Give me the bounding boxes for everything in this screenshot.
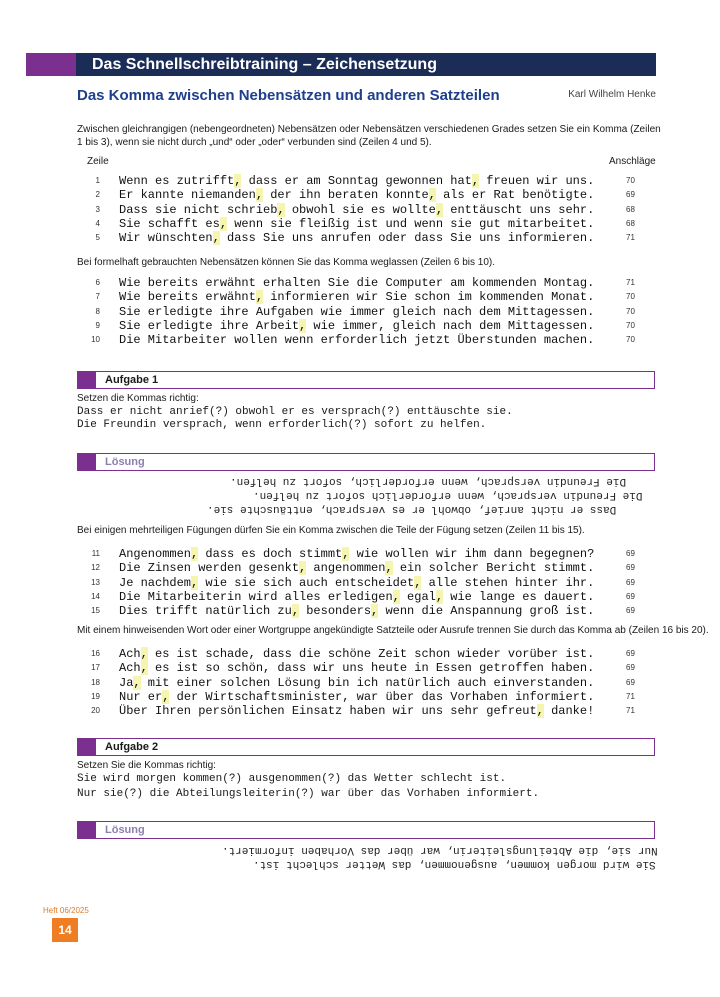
author-name: Karl Wilhelm Henke bbox=[568, 89, 656, 100]
line-number: 10 bbox=[91, 335, 100, 345]
typing-line bbox=[90, 276, 650, 290]
highlighted-comma: , bbox=[255, 290, 264, 305]
line-text: Wie bereits erwähnt erhalten Sie die Computer am kommenden Montag. bbox=[119, 276, 595, 290]
line-number: 14 bbox=[91, 591, 100, 601]
highlighted-comma: , bbox=[140, 647, 148, 661]
typing-line bbox=[90, 661, 650, 675]
stroke-count: 71 bbox=[626, 233, 635, 243]
highlighted-comma: , bbox=[191, 575, 199, 590]
line-text: Ach, es ist schade, dass die schöne Zeit schon wieder vorüber ist. bbox=[119, 647, 595, 661]
line-text: Wenn es zutrifft, dass er am Sonntag gewonnen hat, freuen wir uns. bbox=[119, 174, 595, 188]
line-text: Die Mitarbeiterin wird alles erledigen, egal, wie lange es dauert. bbox=[119, 589, 595, 604]
stroke-count: 69 bbox=[626, 549, 635, 558]
rule-paragraph-2: Bei formelhaft gebrauchten Nebensätzen können Sie das Komma weglassen (Zeilen 6 bis 10). bbox=[77, 257, 496, 268]
typing-line bbox=[90, 690, 650, 704]
solution-tab bbox=[78, 454, 96, 470]
stroke-count: 70 bbox=[626, 306, 635, 316]
typing-line bbox=[90, 576, 650, 590]
column-header-lines: Zeile bbox=[87, 156, 109, 167]
line-number: 5 bbox=[95, 233, 100, 243]
highlighted-comma: , bbox=[212, 231, 220, 246]
typing-line bbox=[90, 231, 650, 245]
task-1-line: Dass er nicht anrief(?) obwohl er es versprach(?) enttäuschte sie. bbox=[77, 406, 513, 418]
line-text: Dass sie nicht schrieb, obwohl sie es wollte, enttäuscht uns sehr. bbox=[119, 202, 595, 217]
highlighted-comma: , bbox=[428, 188, 436, 203]
task-2-label: Aufgabe 2 bbox=[105, 741, 159, 753]
typing-line bbox=[90, 188, 650, 202]
line-number: 3 bbox=[95, 204, 100, 214]
line-number: 1 bbox=[95, 176, 100, 185]
task-2-line: Nur sie(?) die Abteilungsleiterin(?) war über das Vorhaben informiert. bbox=[77, 788, 540, 800]
line-number: 6 bbox=[95, 278, 100, 287]
line-text: Sie schafft es, wenn sie fleißig ist und wenn sie gut mitarbeitet. bbox=[119, 216, 595, 231]
line-text: Über Ihren persönlichen Einsatz haben wir uns sehr gefreut, danke! bbox=[119, 704, 595, 719]
highlighted-comma: , bbox=[342, 547, 350, 561]
line-number: 11 bbox=[91, 549, 100, 558]
line-text: Angenommen, dass es doch stimmt, wie wollen wir ihm dann begegnen? bbox=[119, 547, 595, 561]
line-number: 7 bbox=[95, 292, 100, 302]
highlighted-comma: , bbox=[291, 604, 300, 619]
typing-line bbox=[90, 647, 650, 661]
typing-line bbox=[90, 319, 650, 333]
task-2-header bbox=[77, 738, 655, 756]
line-text: Dies trifft natürlich zu, besonders, wenn die Anspannung groß ist. bbox=[119, 604, 595, 619]
task-tab bbox=[78, 372, 96, 388]
highlighted-comma: , bbox=[140, 661, 148, 676]
highlighted-comma: , bbox=[536, 704, 544, 719]
task-1-instruction: Setzen die Kommas richtig: bbox=[77, 393, 199, 404]
line-number: 2 bbox=[95, 190, 100, 200]
line-text: Ja, mit einer solchen Lösung bin ich natürlich auch einverstanden. bbox=[119, 675, 595, 690]
intro-paragraph: Zwischen gleichrangigen (nebengeordneten) Nebensätzen oder Nebensätzen verschiedenen Grades setzen Sie ein Komma (Zeilen 1 bis 3), wenn sie nicht durch „und“ oder „oder“ verbunden sind (Zeilen 4 und 5). bbox=[77, 124, 661, 148]
line-number: 15 bbox=[91, 606, 100, 616]
line-number: 20 bbox=[91, 706, 100, 716]
typing-line bbox=[90, 704, 650, 718]
highlighted-comma: , bbox=[435, 589, 444, 604]
highlighted-comma: , bbox=[162, 689, 170, 704]
highlighted-comma: , bbox=[277, 202, 285, 217]
highlighted-comma: , bbox=[385, 561, 393, 576]
solution-2-label: Lösung bbox=[105, 824, 145, 836]
line-number: 16 bbox=[91, 649, 100, 658]
line-text: Nur er, der Wirtschaftsminister, war über das Vorhaben informiert. bbox=[119, 689, 595, 704]
typing-line bbox=[90, 561, 650, 575]
stroke-count: 68 bbox=[626, 204, 635, 214]
highlighted-comma: , bbox=[471, 174, 480, 188]
line-number: 4 bbox=[95, 218, 100, 228]
highlighted-comma: , bbox=[392, 589, 400, 604]
stroke-count: 69 bbox=[626, 677, 635, 687]
typing-line bbox=[90, 547, 650, 561]
solution-1-line-upside-down: Die Freundin versprach, wenn erforderlich, sofort zu helfen. bbox=[230, 475, 627, 487]
line-text: Wir wünschten, dass Sie uns anrufen oder dass Sie uns informieren. bbox=[119, 231, 595, 246]
highlighted-comma: , bbox=[435, 202, 444, 217]
rule-paragraph-4: Mit einem hinweisenden Wort oder einer Wortgruppe angekündigte Satzteile oder Ausrufe trennen Sie durch das Komma ab (Zeilen 16 bis 20). bbox=[77, 625, 709, 636]
line-number: 9 bbox=[95, 320, 100, 330]
stroke-count: 71 bbox=[626, 691, 635, 701]
stroke-count: 68 bbox=[626, 218, 635, 228]
highlighted-comma: , bbox=[133, 675, 141, 690]
typing-line bbox=[90, 590, 650, 604]
typing-line bbox=[90, 174, 650, 188]
typing-line bbox=[90, 217, 650, 231]
task-1-label: Aufgabe 1 bbox=[105, 374, 159, 386]
highlighted-comma: , bbox=[234, 174, 242, 188]
stroke-count: 71 bbox=[626, 706, 635, 716]
line-text: Ach, es ist so schön, dass wir uns heute in Essen getroffen haben. bbox=[119, 661, 595, 676]
solution-1-line-upside-down: Dass er nicht anrief, obwohl er es versprach, enttäuschte sie. bbox=[207, 503, 617, 515]
stroke-count: 69 bbox=[626, 190, 635, 200]
line-number: 13 bbox=[91, 577, 100, 587]
stroke-count: 69 bbox=[626, 649, 635, 658]
solution-1-label: Lösung bbox=[105, 456, 145, 468]
highlighted-comma: , bbox=[299, 561, 307, 576]
task-2-instruction: Setzen Sie die Kommas richtig: bbox=[77, 760, 216, 771]
line-number: 12 bbox=[91, 563, 100, 573]
highlighted-comma: , bbox=[255, 188, 264, 203]
line-text: Er kannte niemanden, der ihn beraten konnte, als er Rat benötigte. bbox=[119, 188, 595, 203]
stroke-count: 70 bbox=[626, 320, 635, 330]
typing-line bbox=[90, 333, 650, 347]
highlighted-comma: , bbox=[219, 216, 228, 231]
typing-line bbox=[90, 305, 650, 319]
solution-tab bbox=[78, 822, 96, 838]
task-1-header bbox=[77, 371, 655, 389]
stroke-count: 69 bbox=[626, 563, 635, 573]
typing-line bbox=[90, 676, 650, 690]
solution-1-line-upside-down: Die Freundin versprach, wenn erforderlich sofort zu helfen. bbox=[253, 489, 643, 501]
solution-1-header bbox=[77, 453, 655, 471]
line-text: Sie erledigte ihre Aufgaben wie immer gleich nach dem Mittagessen. bbox=[119, 304, 595, 319]
typing-line bbox=[90, 203, 650, 217]
typing-line bbox=[90, 604, 650, 618]
highlighted-comma: , bbox=[299, 318, 307, 333]
stroke-count: 69 bbox=[626, 663, 635, 673]
line-number: 19 bbox=[91, 691, 100, 701]
solution-2-header bbox=[77, 821, 655, 839]
task-1-line: Die Freundin versprach, wenn erforderlich(?) sofort zu helfen. bbox=[77, 419, 487, 431]
stroke-count: 70 bbox=[626, 292, 635, 302]
stroke-count: 71 bbox=[626, 278, 635, 287]
article-subtitle: Das Komma zwischen Nebensätzen und anderen Satzteilen bbox=[77, 87, 500, 104]
line-text: Je nachdem, wie sie sich auch entscheidet, alle stehen hinter ihr. bbox=[119, 575, 595, 590]
line-text: Wie bereits erwähnt, informieren wir Sie schon im kommenden Monat. bbox=[119, 290, 595, 305]
highlighted-comma: , bbox=[414, 575, 422, 590]
page-title: Das Schnellschreibtraining – Zeichensetzung bbox=[92, 56, 437, 73]
stroke-count: 69 bbox=[626, 606, 635, 616]
task-2-line: Sie wird morgen kommen(?) ausgenommen(?) das Wetter schlecht ist. bbox=[77, 773, 507, 785]
stroke-count: 70 bbox=[626, 335, 635, 345]
column-header-strokes: Anschläge bbox=[609, 156, 656, 167]
page-number: 14 bbox=[52, 918, 78, 942]
stroke-count: 69 bbox=[626, 591, 635, 601]
solution-2-line-upside-down: Sie wird morgen kommen, ausgenommen, das Wetter schlecht ist. bbox=[253, 858, 656, 870]
solution-2-line-upside-down: Nur sie, die Abteilungsleiterin, war über das Vorhaben informiert. bbox=[222, 844, 658, 856]
line-text: Sie erledigte ihre Arbeit, wie immer, gleich nach dem Mittagessen. bbox=[119, 318, 595, 333]
typing-line bbox=[90, 290, 650, 304]
highlighted-comma: , bbox=[371, 604, 379, 619]
line-number: 8 bbox=[95, 306, 100, 316]
line-text: Die Mitarbeiter wollen wenn erforderlich jetzt Überstunden machen. bbox=[119, 333, 595, 348]
line-number: 18 bbox=[91, 677, 100, 687]
stroke-count: 69 bbox=[626, 577, 635, 587]
line-text: Die Zinsen werden gesenkt, angenommen, ein solcher Bericht stimmt. bbox=[119, 561, 595, 576]
stroke-count: 70 bbox=[626, 176, 635, 185]
line-number: 17 bbox=[91, 663, 100, 673]
header-accent bbox=[26, 53, 76, 76]
highlighted-comma: , bbox=[191, 547, 199, 561]
issue-label: Heft 06/2025 bbox=[43, 906, 89, 915]
rule-paragraph-3: Bei einigen mehrteiligen Fügungen dürfen Sie ein Komma zwischen die Teile der Fügung setzen (Zeilen 11 bis 15). bbox=[77, 525, 585, 536]
task-tab bbox=[78, 739, 96, 755]
